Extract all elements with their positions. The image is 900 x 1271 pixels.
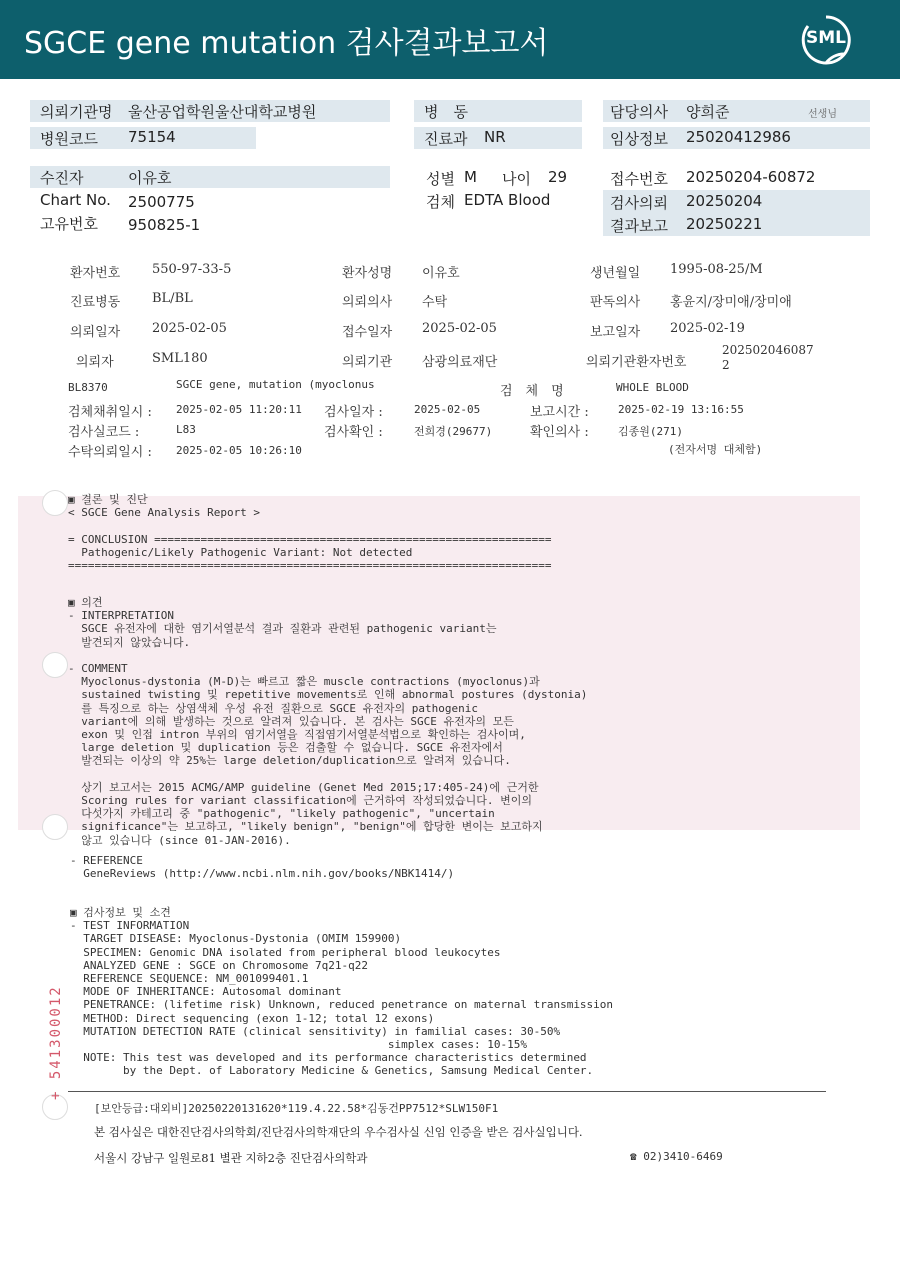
req-org-label: 의뢰기관 xyxy=(342,355,393,370)
lab-code-label: 검사실코드 : xyxy=(68,425,140,440)
cert-line: 본 검사실은 대한진단검사의학회/진단검사의학재단의 우수검사실 신임 인증을 받은 검사실입니다. xyxy=(94,1125,583,1139)
doctor-suffix: 선생님 xyxy=(808,109,837,120)
report-header xyxy=(0,0,900,79)
requester-label: 의뢰자 xyxy=(76,355,114,370)
read-doc-label: 판독의사 xyxy=(590,295,641,310)
test-confirm-value: 전희경(29677) xyxy=(414,425,493,438)
req-doc-label: 의뢰의사 xyxy=(342,295,393,310)
phone-line: ☎ 02)3410-6469 xyxy=(630,1150,723,1163)
req-date-value: 2025-02-05 xyxy=(152,321,227,336)
specimen-label: 검체 xyxy=(426,193,455,211)
birth-value: 1995-08-25/M xyxy=(670,262,763,277)
testreq-value: 20250204 xyxy=(686,192,763,210)
org-patient-no-value-2: 2 xyxy=(722,358,730,372)
reference-section: - REFERENCE GeneReviews (http://www.ncbi.nlm.nih.gov/books/NBK1414/) xyxy=(70,854,455,881)
hosp-code-value: 75154 xyxy=(128,128,176,146)
req-date-label: 의뢰일자 xyxy=(70,325,121,340)
receipt-label: 접수번호 xyxy=(610,170,668,188)
test-date-label: 검사일자 : xyxy=(324,405,383,420)
receipt-value: 20250204-60872 xyxy=(686,168,816,186)
sml-logo xyxy=(800,14,852,66)
report-title: SGCE gene mutation 검사결과보고서 xyxy=(24,26,549,61)
confirm-doc-value: 김종원(271) xyxy=(618,425,683,438)
rep-date-label: 보고일자 xyxy=(590,325,641,340)
report-time-label: 보고시간 : xyxy=(530,405,589,420)
ward-scan-value: BL/BL xyxy=(152,291,193,306)
test-date-value: 2025-02-05 xyxy=(414,403,481,416)
rep-date-value: 2025-02-19 xyxy=(670,321,745,336)
uid-label: 고유번호 xyxy=(40,215,98,233)
consign-value: 2025-02-05 10:26:10 xyxy=(176,444,302,457)
org-patient-no-label: 의뢰기관환자번호 xyxy=(586,355,687,370)
test-name: SGCE gene, mutation (myoclonus xyxy=(176,378,375,391)
test-code: BL8370 xyxy=(68,381,108,394)
ward-scan-label: 진료병동 xyxy=(70,295,121,310)
testreq-label: 검사의뢰 xyxy=(610,194,668,212)
footer-divider xyxy=(68,1091,826,1092)
recv-date-value: 2025-02-05 xyxy=(422,321,497,336)
logo-text: SML xyxy=(806,28,846,48)
address-line: 서울시 강남구 일원로81 별관 지하2층 진단검사의학과 xyxy=(94,1151,368,1165)
punch-hole xyxy=(42,814,68,840)
dept-value: NR xyxy=(484,128,506,146)
test-info-section: ▣ 검사정보 및 소견 - TEST INFORMATION TARGET DISEASE: Myoclonus-Dystonia (OMIM 159900) SPECIMEN: Genomic DNA isolated from peripheral blood leukocytes ANALYZED GENE : SGCE on Chromosome 7q21-q22 REFERENCE SEQUENCE: NM_001099401.1 MODE OF INHERITANCE: Autosomal dominant PENETRANCE: (lifetime risk) Unknown, reduced penetrance on maternal transmission METHOD: Direct sequencing (exon 1-12; total 12 exons) MUTATION DETECTION RATE (clinical sensitivity) in familial cases: 30-50% simplex cases: 10-15% NOTE: This test was developed and its performance characteristics determined by the Dept. of Laboratory Medicine & Genetics, Samsung Medical Center. xyxy=(70,906,614,1078)
read-doc-value: 홍윤지/장미애/장미애 xyxy=(670,295,792,310)
confirm-doc-label: 확인의사 : xyxy=(530,425,589,440)
chart-label: Chart No. xyxy=(40,191,111,209)
chart-value: 2500775 xyxy=(128,193,195,211)
patient-label: 수진자 xyxy=(40,169,84,187)
patient-box xyxy=(30,166,390,188)
clinical-label: 임상정보 xyxy=(610,130,668,148)
recv-date-label: 접수일자 xyxy=(342,325,393,340)
ward-label: 병 동 xyxy=(424,103,468,121)
spec-name-value: WHOLE BLOOD xyxy=(616,381,689,394)
requester-value: SML180 xyxy=(152,351,208,366)
spec-name-label: 검 체 명 xyxy=(500,384,564,399)
punch-hole xyxy=(42,490,68,516)
req-inst-value: 울산공업학원울산대학교병원 xyxy=(128,103,317,121)
punch-hole xyxy=(42,652,68,678)
patient-name-value: 이유호 xyxy=(422,266,460,281)
test-confirm-label: 검사확인 : xyxy=(324,425,383,440)
req-org-value: 삼광의료재단 xyxy=(422,355,498,370)
side-serial-number: + 541300012 xyxy=(48,985,64,1100)
clinical-value: 25020412986 xyxy=(686,128,791,146)
org-patient-no-value: 202502046087 xyxy=(722,343,814,357)
req-inst-label: 의뢰기관명 xyxy=(40,103,113,121)
dept-label: 진료과 xyxy=(424,130,468,148)
collect-value: 2025-02-05 11:20:11 xyxy=(176,403,302,416)
lab-code-value: L83 xyxy=(176,423,196,436)
sex-value: M xyxy=(464,168,477,186)
report-date-value: 20250221 xyxy=(686,215,763,233)
specimen-value: EDTA Blood xyxy=(464,191,551,209)
patient-no-label: 환자번호 xyxy=(70,266,121,281)
consign-label: 수탁의뢰일시 : xyxy=(68,445,152,460)
sex-label: 성별 xyxy=(426,170,455,188)
uid-value: 950825-1 xyxy=(128,216,201,234)
conclusion-section: ▣ 결론 및 진단 < SGCE Gene Analysis Report > = CONCLUSION ============================================================ Pathogenic/Likely Pathogenic Variant: Not detected ========================================================================= xyxy=(68,493,552,573)
report-date-label: 결과보고 xyxy=(610,217,668,235)
birth-label: 생년월일 xyxy=(590,266,641,281)
req-doc-value: 수탁 xyxy=(422,295,448,310)
opinion-section: ▣ 의견 - INTERPRETATION SGCE 유전자에 대한 염기서열분석 결과 질환과 관련된 pathogenic variant는 발견되지 않았습니다. - COMMENT Myoclonus-dystonia (M-D)는 빠르고 짧은 muscle contractions (myoclonus)과 sustained twisting 및 repetitive movements로 인해 abnormal postures (dystonia) 를 특징으로 하는 상염색체 우성 유전 질환으로 SGCE 유전자의 pathogenic variant에 의해 발생하는 것으로 알려져 있습니다. 본 검사는 SGCE 유전자의 모든 exon 및 인접 intron 부위의 염기서열을 직접염기서열분석법으로 확인하는 검사이며, large deletion 및 duplication 등은 검출할 수 없습니다. SGCE 유전자에서 발견되는 이상의 약 25%는 large deletion/duplication으로 알려져 있습니다. 상기 보고서는 2015 ACMG/AMP guideline (Genet Med 2015;17:405-24)에 근거한 Scoring rules for variant classification에 근거하여 작성되었습니다. 변이의 다섯가지 카테고리 중 "pathogenic", "likely pathogenic", "uncertain significance"는 보고하고, "likely benign", "benign"에 합당한 변이는 보고하지 않고 있습니다 (since 01-JAN-2016). xyxy=(68,596,588,847)
patient-value: 이유호 xyxy=(128,169,172,187)
report-time-value: 2025-02-19 13:16:55 xyxy=(618,403,744,416)
hosp-code-label: 병원코드 xyxy=(40,130,98,148)
esign-note: (전자서명 대체함) xyxy=(668,443,763,456)
age-value: 29 xyxy=(548,168,568,186)
doctor-label: 담당의사 xyxy=(610,103,668,121)
age-label: 나이 xyxy=(502,170,531,188)
doctor-value: 양희준 xyxy=(686,103,730,121)
patient-name-label: 환자성명 xyxy=(342,266,393,281)
security-line: [보안등급:대외비]20250220131620*119.4.22.58*김동건PP7512*SLW150F1 xyxy=(94,1102,499,1115)
patient-no-value: 550-97-33-5 xyxy=(152,262,232,277)
collect-label: 검체채취일시 : xyxy=(68,405,152,420)
